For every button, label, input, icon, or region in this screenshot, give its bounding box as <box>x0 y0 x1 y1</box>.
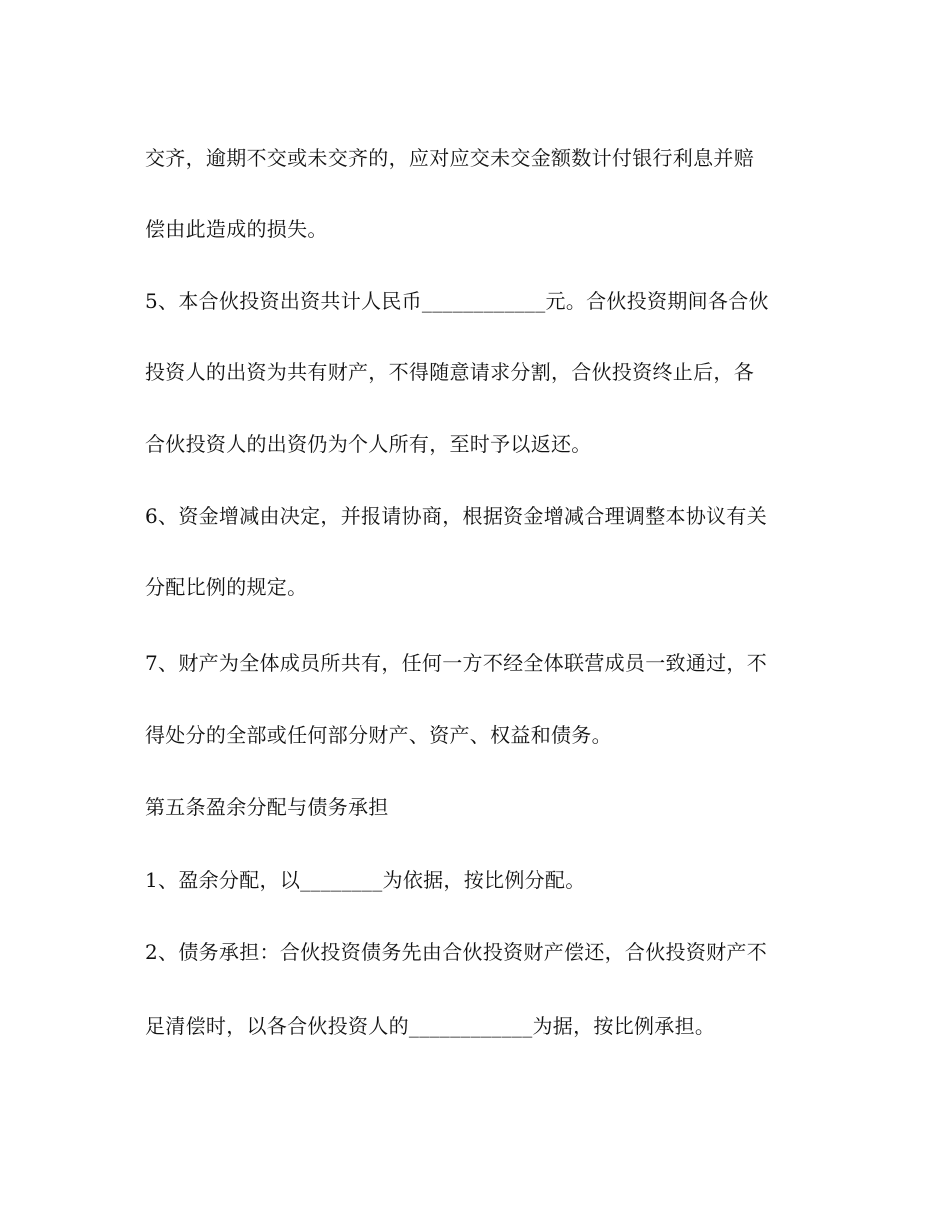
text-line: 足清偿时，以各合伙投资人的____________为据，按比例承担。 <box>145 1014 716 1038</box>
section-heading: 第五条盈余分配与债务承担 <box>145 795 389 819</box>
clause-5-line: 5、本合伙投资出资共计人民币____________元。合伙投资期间各合伙 <box>145 289 769 313</box>
clause-1-line: 1、盈余分配，以________为依据，按比例分配。 <box>145 868 586 892</box>
text-line: 分配比例的规定。 <box>145 575 308 599</box>
text-line: 交齐，逾期不交或未交齐的，应对应交未交金额数计付银行利息并赔 <box>145 146 754 170</box>
clause-7-line: 7、财产为全体成员所共有，任何一方不经全体联营成员一致通过，不 <box>145 651 768 675</box>
clause-2-line: 2、债务承担：合伙投资债务先由合伙投资财产偿还，合伙投资财产不 <box>145 940 768 964</box>
text-line: 合伙投资人的出资仍为个人所有，至时予以返还。 <box>145 432 592 456</box>
text-line: 偿由此造成的损失。 <box>145 217 328 241</box>
text-line: 得处分的全部或任何部分财产、资产、权益和债务。 <box>145 723 612 747</box>
text-line: 投资人的出资为共有财产，不得随意请求分割，合伙投资终止后，各 <box>145 360 754 384</box>
clause-6-line: 6、资金增减由决定，并报请协商，根据资金增减合理调整本协议有关 <box>145 504 768 528</box>
